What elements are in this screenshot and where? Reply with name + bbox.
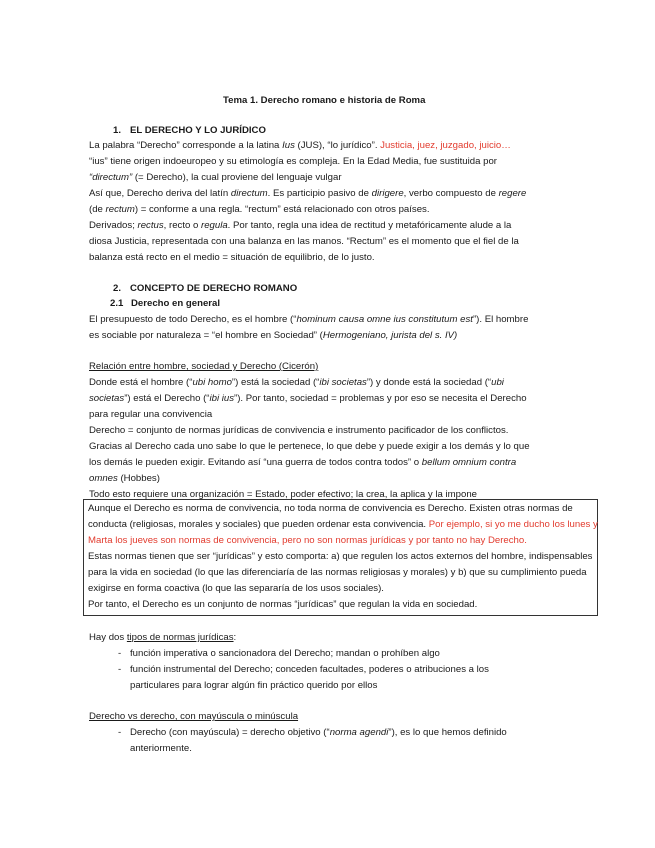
box-line: para la vida en sociedad (lo que las diferenciaría de las normas religiosas y morales) y b) que su cumplimiento pueda (88, 567, 587, 578)
bullet-marker: - (118, 727, 122, 738)
paragraph-line: es sociable por naturaleza = “el hombre en Sociedad” (Hermogeniano, jurista del s. IV) (89, 330, 458, 341)
paragraph-line: “directum” (= Derecho), la cual proviene del lenguaje vulgar (89, 172, 342, 183)
list-item-continuation: anteriormente. (130, 743, 192, 754)
section-1-heading: EL DERECHO Y LO JURÍDICO (130, 125, 266, 136)
list-item-continuation: particulares para lograr algún fin práctico querido por ellos (130, 680, 378, 691)
box-line: Aunque el Derecho es norma de convivencia, no toda norma de convivencia es Derecho. Existen otras normas de (88, 503, 573, 514)
section-2-heading: CONCEPTO DE DERECHO ROMANO (130, 283, 298, 294)
subsection-2-1-heading: Derecho en general (131, 298, 221, 309)
highlight-text: Por ejemplo, si yo me ducho los lunes y (428, 519, 598, 530)
list-item: función imperativa o sancionadora del Derecho; mandan o prohíben algo (130, 648, 440, 659)
list-item: Derecho (con mayúscula) = derecho objetivo (“norma agendi”), es lo que hemos definido (130, 727, 507, 738)
paragraph-line: Gracias al Derecho cada uno sabe lo que le pertenece, lo que debe y puede exigir a los demás y lo que (89, 441, 530, 452)
paragraph-line: Derecho = conjunto de normas jurídicas de convivencia e instrumento pacificador de los conflictos. (89, 425, 509, 436)
paragraph-line: El presupuesto de todo Derecho, es el hombre (“hominum causa omne ius constitutum est”). El hombre (89, 314, 529, 325)
vs-heading: Derecho vs derecho, con mayúscula o minúscula (89, 711, 299, 722)
highlight-text: Justicia, juez, juzgado, juicio… (380, 140, 511, 151)
subsection-2-1-number: 2.1 (110, 298, 124, 309)
bullet-marker: - (118, 648, 122, 659)
paragraph-line: omnes (Hobbes) (89, 473, 160, 484)
box-line: conducta (religiosas, morales y sociales) que pueden ordenar esta convivencia. Por ejemplo, si yo me ducho los lunes y (88, 519, 598, 530)
paragraph-line: balanza está recto en el medio = situación de equilibrio, de lo justo. (89, 252, 375, 263)
paragraph-line: La palabra “Derecho” corresponde a la latina Ius (JUS), “lo jurídico”. Justicia, juez, juzgado, juicio… (89, 140, 511, 151)
paragraph-line: para regular una convivencia (89, 409, 213, 420)
box-line: exigirse en forma coactiva (lo que las separaría de los usos sociales). (88, 583, 384, 594)
paragraph-line: Así que, Derecho deriva del latín directum. Es participio pasivo de dirigere, verbo compuesto de regere (89, 188, 527, 199)
paragraph-line: Todo esto requiere una organización = Estado, poder efectivo; la crea, la aplica y la impone (89, 489, 477, 500)
paragraph-line: los demás le pueden exigir. Evitando así “una guerra de todos contra todos” o bellum omnium contra (89, 457, 517, 468)
section-2-number: 2. (113, 283, 122, 294)
section-1-number: 1. (113, 125, 122, 136)
paragraph-line: Derivados; rectus, recto o regula. Por tanto, regla una idea de rectitud y metafóricamente alude a la (89, 220, 512, 231)
paragraph-line: Donde está el hombre (“ubi homo”) está la sociedad (“ibi societas”) y donde está la sociedad (“ubi (89, 377, 504, 388)
relation-heading: Relación entre hombre, sociedad y Derecho (Cicerón) (89, 361, 319, 372)
paragraph-line: “ius” tiene origen indoeuropeo y su etimología es compleja. En la Edad Media, fue sustituida por (89, 156, 497, 167)
page-title: Tema 1. Derecho romano e historia de Roma (223, 95, 426, 106)
paragraph-line: (de rectum) = conforme a una regla. “rectum” está relacionado con otros países. (89, 204, 430, 215)
box-line: Marta los jueves son normas de convivencia, pero no son normas jurídicas y por tanto no hay Derecho. (88, 535, 527, 546)
list-item: función instrumental del Derecho; conceden facultades, poderes o atribuciones a los (130, 664, 489, 675)
bullet-marker: - (118, 664, 122, 675)
types-intro: Hay dos tipos de normas jurídicas: (89, 632, 237, 643)
paragraph-line: societas”) está el Derecho (“ibi ius”). Por tanto, sociedad = problemas y por eso se necesita el Derecho (89, 393, 527, 404)
paragraph-line: diosa Justicia, representada con una balanza en las manos. “Rectum” es el momento que el fiel de la (89, 236, 519, 247)
box-line: Por tanto, el Derecho es un conjunto de normas “jurídicas” que regulan la vida en sociedad. (88, 599, 478, 610)
box-line: Estas normas tienen que ser “jurídicas” y esto comporta: a) que regulen los actos externos del hombre, indispensables (88, 551, 593, 562)
